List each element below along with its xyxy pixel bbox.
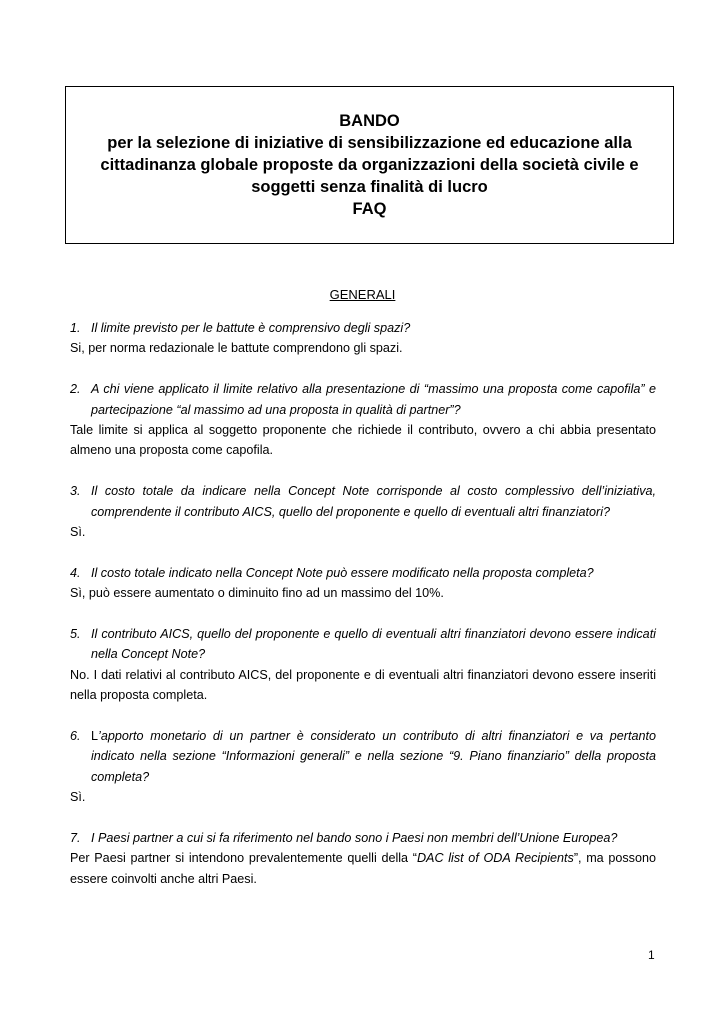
faq-list xyxy=(70,318,656,910)
faq-item-3 xyxy=(70,481,656,542)
title-line-3: cittadinanza globale proposte da organizzazioni della società civile e xyxy=(100,156,639,174)
title-line-2: per la selezione di iniziative di sensibilizzazione ed educazione alla xyxy=(107,134,632,152)
faq-answer xyxy=(70,848,656,889)
faq-item-2 xyxy=(70,379,656,461)
title-line-5: FAQ xyxy=(352,200,387,218)
faq-answer: Sì, può essere aumentato o diminuito fino ad un massimo del 10%. xyxy=(70,586,444,601)
faq-answer-prefix: Per Paesi partner si intendono prevalentemente quelli della “ xyxy=(70,851,417,866)
faq-answer: Sì. xyxy=(70,525,86,540)
faq-question: Il costo totale da indicare nella Concept Note corrisponde al costo complessivo dell’iniziativa, comprendente il contributo AICS, quello del proponente e quello di eventuali altri finanziatori? xyxy=(91,484,656,519)
faq-answer: Si, per norma redazionale le battute comprendono gli spazi. xyxy=(70,341,403,356)
faq-number: 2. xyxy=(70,382,81,397)
faq-item-7 xyxy=(70,828,656,889)
faq-answer: No. I dati relativi al contributo AICS, del proponente e di eventuali altri finanziatori devono essere inseriti nella proposta completa. xyxy=(70,667,656,703)
faq-item-6 xyxy=(70,726,656,808)
faq-answer: Sì. xyxy=(70,790,86,805)
faq-question-prefix: L xyxy=(91,729,99,744)
faq-question: Il contributo AICS, quello del proponente e quello di eventuali altri finanziatori devono essere indicati nella Concept Note? xyxy=(91,627,656,662)
faq-question: Il limite previsto per le battute è comprensivo degli spazi? xyxy=(91,321,411,335)
faq-question: I Paesi partner a cui si fa riferimento nel bando sono i Paesi non membri dell’Unione Europea? xyxy=(91,831,618,846)
faq-question-body: ’apporto monetario di un partner è considerato un contributo di altri finanziatori e va pertanto indicato nella sezione “Informazioni generali” e nella sezione “9. Piano finanziario” della proposta completa? xyxy=(91,729,656,784)
faq-item-5 xyxy=(70,624,656,706)
faq-number: 4. xyxy=(70,565,81,580)
page-number: 1 xyxy=(648,948,655,962)
title-line-4: soggetti senza finalità di lucro xyxy=(251,178,488,196)
faq-number: 6. xyxy=(70,729,81,744)
section-heading: GENERALI xyxy=(329,287,396,302)
document-title-box xyxy=(65,86,674,244)
faq-number: 5. xyxy=(70,627,81,642)
faq-number: 3. xyxy=(70,484,81,499)
faq-answer-suffix: ”, ma possono essere coinvolti anche altri Paesi. xyxy=(70,851,656,886)
faq-number: 7. xyxy=(70,831,81,846)
faq-question xyxy=(91,726,656,787)
faq-answer: Tale limite si applica al soggetto proponente che richiede il contributo, ovvero a chi abbia presentato almeno una proposta come capofila. xyxy=(70,423,656,458)
faq-question: A chi viene applicato il limite relativo alla presentazione di “massimo una proposta come capofila” e partecipazione “al massimo ad una proposta in qualità di partner”? xyxy=(91,382,656,417)
faq-item-4 xyxy=(70,563,656,604)
faq-number: 1. xyxy=(70,321,81,335)
title-line-1: BANDO xyxy=(339,112,400,130)
faq-question: Il costo totale indicato nella Concept Note può essere modificato nella proposta completa? xyxy=(91,565,594,580)
faq-answer-italic: DAC list of ODA Recipients xyxy=(416,851,574,866)
faq-item-1 xyxy=(70,318,656,359)
